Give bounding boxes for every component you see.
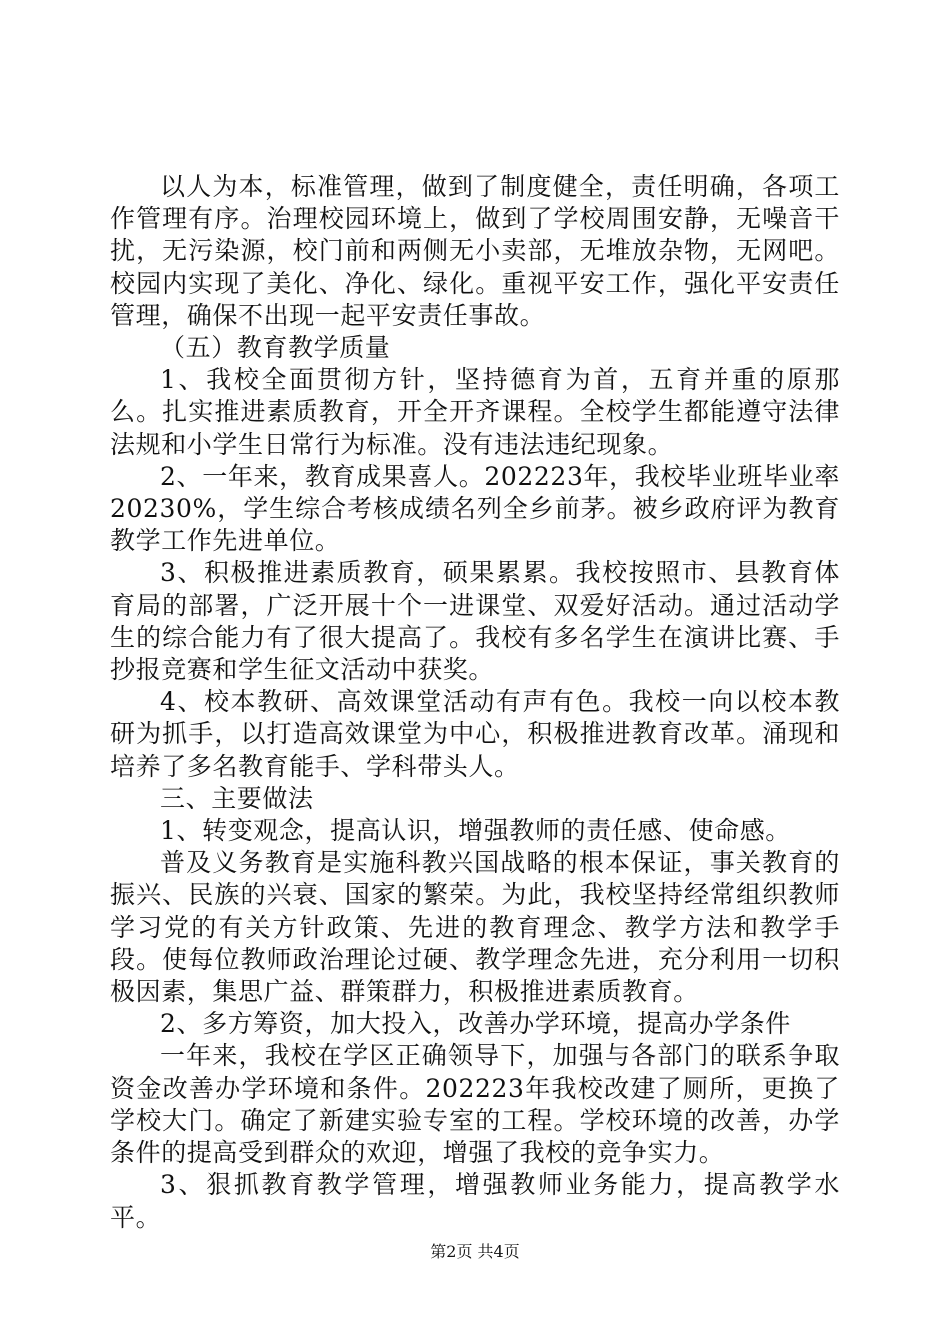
paragraph-method-2-body: 一年来，我校在学区正确领导下，加强与各部门的联系争取资金改善办学环境和条件。202223年我校改建了厕所，更换了学校大门。确定了新建实验专室的工程。学校环境的改善，办学条件的提高受到群众的欢迎，增强了我校的竞争实力。 bbox=[110, 1041, 840, 1168]
paragraph-method-1: 1、转变观念，提高认识，增强教师的责任感、使命感。 bbox=[160, 816, 791, 846]
paragraph-item-4: 4、校本教研、高效课堂活动有声有色。我校一向以校本教研为抓手，以打造高效课堂为中心，积极推进教育改革。涌现和培养了多名教育能手、学科带头人。 bbox=[110, 687, 840, 781]
page-footer bbox=[0, 1242, 950, 1262]
document-body bbox=[110, 171, 840, 1234]
paragraph-item-2: 2、一年来，教育成果喜人。202223年，我校毕业班毕业率20230%，学生综合考核成绩名列全乡前茅。被乡政府评为教育教学工作先进单位。 bbox=[110, 461, 840, 556]
paragraph-item-1: 1、我校全面贯彻方针，坚持德育为首，五育并重的原那么。扎实推进素质教育，开全开齐课程。全校学生都能遵守法律法规和小学生日常行为标准。没有违法违纪现象。 bbox=[110, 365, 840, 459]
page-number: 第2页 共4页 bbox=[430, 1242, 520, 1261]
paragraph-item-3: 3、积极推进素质教育，硕果累累。我校按照市、县教育体育局的部署，广泛开展十个一进课堂、双爱好活动。通过活动学生的综合能力有了很大提高了。我校有多名学生在演讲比赛、手抄报竞赛和学生征文活动中获奖。 bbox=[110, 558, 840, 685]
section-heading-main-methods: 三、主要做法 bbox=[160, 783, 314, 813]
paragraph-method-3: 3、狠抓教育教学管理，增强教师业务能力，提高教学水平。 bbox=[110, 1170, 840, 1232]
paragraph-management: 以人为本，标准管理，做到了制度健全，责任明确，各项工作管理有序。治理校园环境上，做到了学校周围安静，无噪音干扰，无污染源，校门前和两侧无小卖部，无堆放杂物，无网吧。校园内实现了美化、净化、绿化。重视平安工作，强化平安责任管理，确保不出现一起平安责任事故。 bbox=[110, 172, 840, 330]
paragraph-method-1-body: 普及义务教育是实施科教兴国战略的根本保证，事关教育的振兴、民族的兴衰、国家的繁荣。为此，我校坚持经常组织教师学习党的有关方针政策、先进的教育理念、教学方法和教学手段。使每位教师政治理论过硬、教学理念先进，充分利用一切积极因素，集思广益、群策群力，积极推进素质教育。 bbox=[110, 848, 840, 1007]
section-heading-teaching-quality: （五）教育教学质量 bbox=[160, 333, 391, 363]
paragraph-method-2: 2、多方筹资，加大投入，改善办学环境，提高办学条件 bbox=[160, 1009, 791, 1039]
